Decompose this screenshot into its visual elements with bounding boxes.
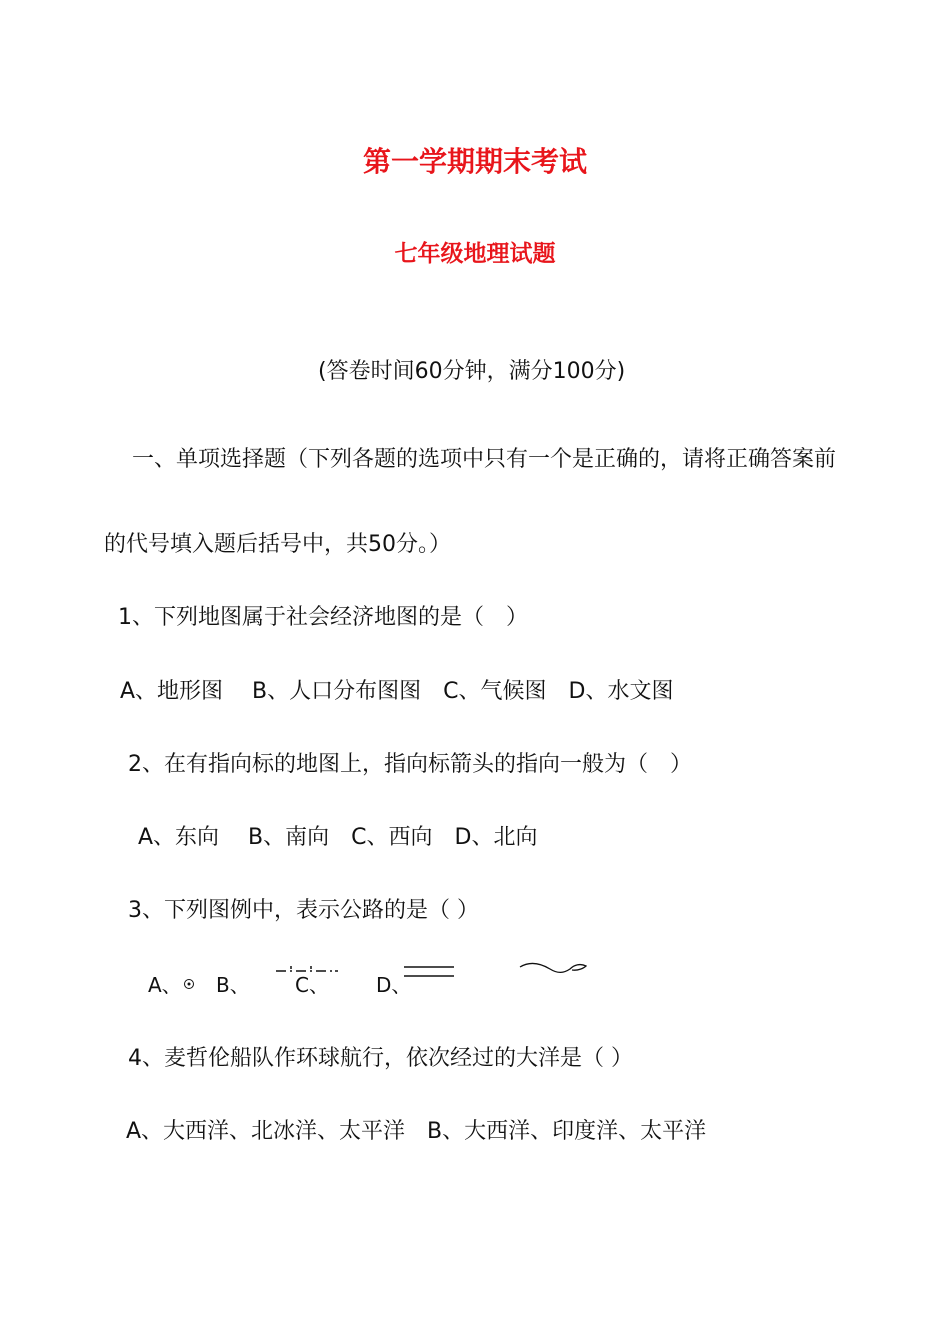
- highway-symbol-icon: [402, 963, 456, 979]
- page-title: 第一学期期末考试: [362, 145, 587, 178]
- section-heading-line2: 的代号填入题后括号中，共50分。）: [104, 532, 451, 557]
- time-note: (答卷时间60分钟，满分100分): [318, 359, 626, 384]
- city-symbol-icon: [183, 978, 195, 990]
- question-3-stem: 3、下列图例中，表示公路的是（ ）: [128, 898, 479, 923]
- question-4-options: A、大西洋、北冰洋、太平洋 B、大西洋、印度洋、太平洋: [126, 1119, 707, 1144]
- question-2-options: A、东向 B、南向 C、西向 D、北向: [138, 825, 538, 850]
- question-4-stem: 4、麦哲伦船队作环球航行，依次经过的大洋是（ ）: [128, 1046, 633, 1071]
- question-3-option-b-label: B、: [216, 973, 250, 997]
- question-3-option-a-label: A、: [148, 973, 182, 997]
- question-3-option-d-label: D、: [376, 973, 412, 997]
- question-2-stem: 2、在有指向标的地图上，指向标箭头的指向一般为（ ）: [128, 752, 692, 777]
- river-symbol-icon: [518, 955, 590, 981]
- page-subtitle: 七年级地理试题: [394, 241, 556, 267]
- question-1-stem: 1、下列地图属于社会经济地图的是（ ）: [118, 605, 528, 630]
- question-1-options: A、地形图 B、人口分布图图 C、气候图 D、水文图: [120, 679, 674, 704]
- section-heading-line1: 一、单项选择题（下列各题的选项中只有一个是正确的，请将正确答案前: [132, 447, 837, 472]
- question-3-option-c-label: C、: [295, 973, 329, 997]
